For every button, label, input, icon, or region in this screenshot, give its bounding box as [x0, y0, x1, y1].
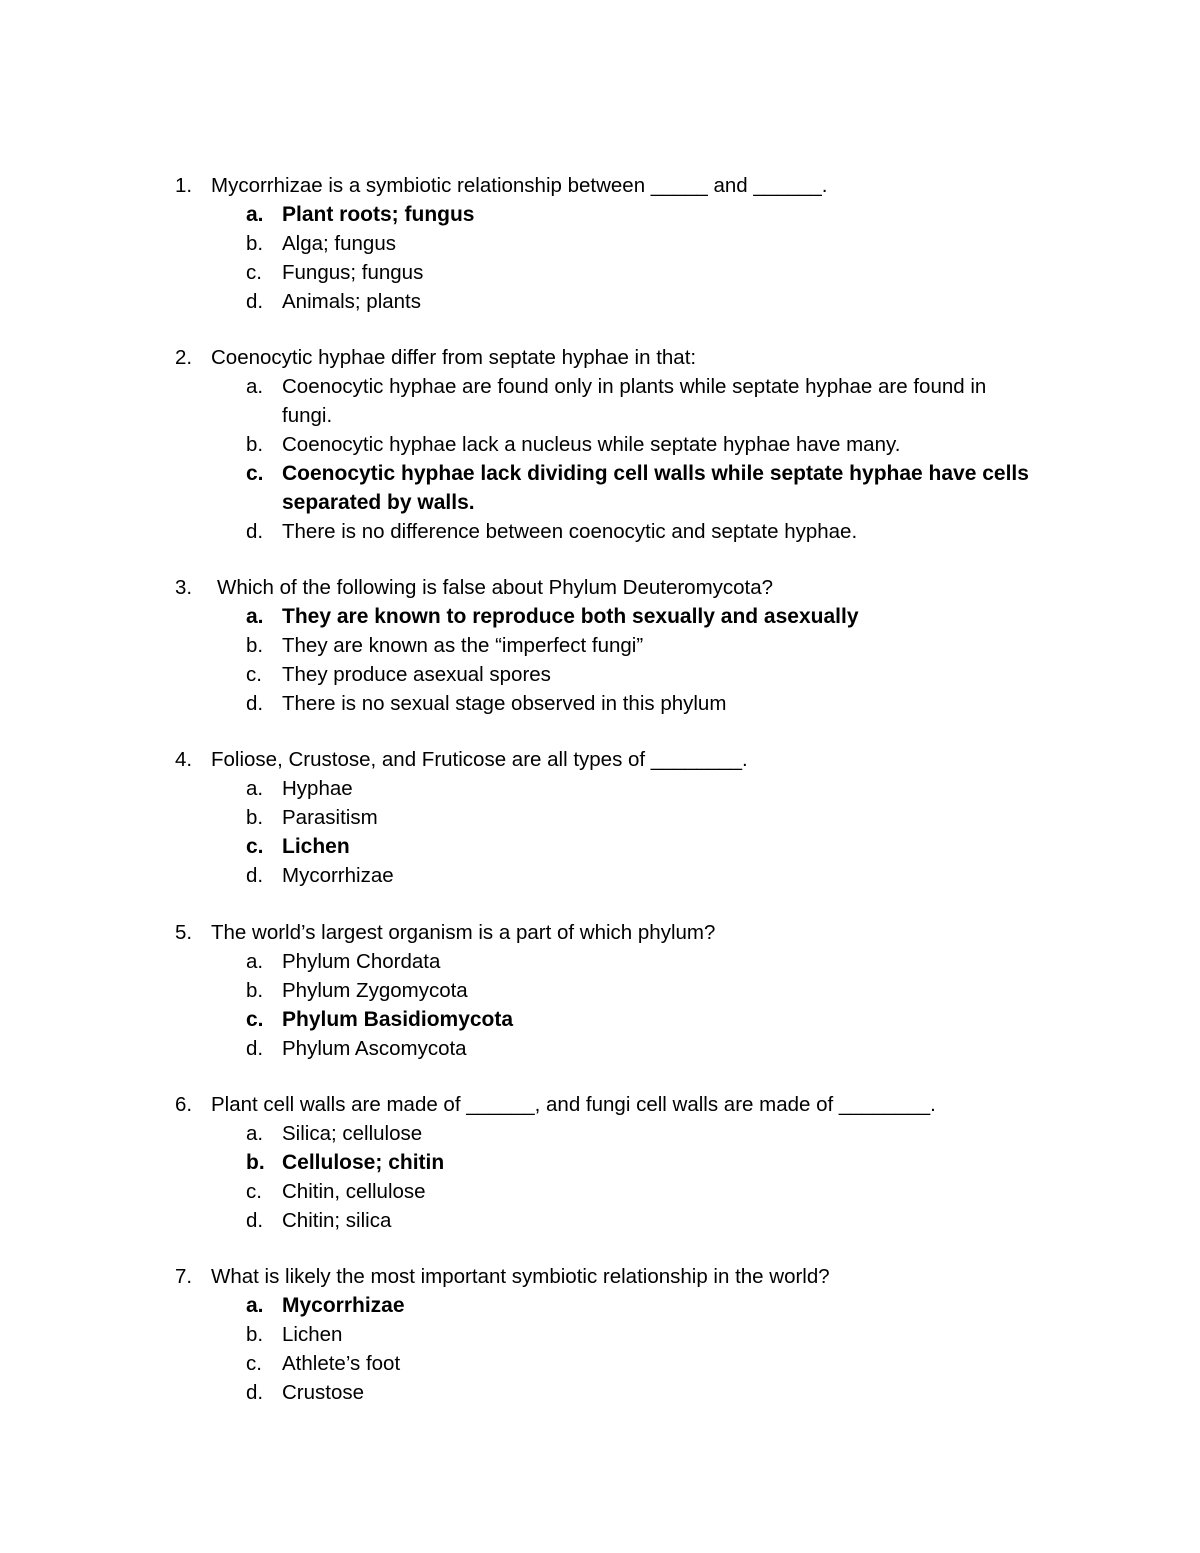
option-letter: d. [246, 1209, 264, 1232]
option-letter: a. [246, 1122, 264, 1145]
option-letter: d. [246, 1381, 264, 1404]
answer-option-correct [0, 832, 1200, 861]
option-text: There is no sexual stage observed in this phylum [282, 692, 727, 715]
option-letter: c. [246, 663, 262, 686]
question-number: 2. [175, 346, 193, 369]
answer-option [0, 287, 1200, 316]
question-line [0, 343, 1200, 372]
question-1 [0, 171, 1200, 316]
option-text: Hyphae [282, 777, 353, 800]
option-letter: d. [246, 520, 264, 543]
option-text: Parasitism [282, 806, 378, 829]
option-text: Phylum Zygomycota [282, 979, 468, 1002]
question-line [0, 573, 1200, 602]
question-number: 4. [175, 748, 193, 771]
option-letter: c. [246, 462, 264, 485]
answer-option [0, 1349, 1200, 1378]
option-text: Phylum Ascomycota [282, 1037, 467, 1060]
option-text: Plant roots; fungus [282, 203, 475, 226]
option-text: Silica; cellulose [282, 1122, 423, 1145]
option-letter: a. [246, 375, 264, 398]
question-text: What is likely the most important symbiotic relationship in the world? [211, 1265, 830, 1288]
answer-option [0, 861, 1200, 890]
answer-option [0, 1206, 1200, 1235]
answer-option-correct [0, 1291, 1200, 1320]
option-letter: d. [246, 290, 264, 313]
option-letter: a. [246, 605, 264, 628]
question-2 [0, 343, 1200, 546]
answer-option-correct [0, 602, 1200, 631]
option-letter: a. [246, 777, 264, 800]
question-number: 7. [175, 1265, 193, 1288]
option-text: Phylum Basidiomycota [282, 1008, 514, 1031]
option-text: Alga; fungus [282, 232, 396, 255]
question-line [0, 1262, 1200, 1291]
option-text: Lichen [282, 835, 350, 858]
question-3 [0, 573, 1200, 718]
option-letter: b. [246, 433, 264, 456]
option-text: There is no difference between coenocytic and septate hyphae. [282, 520, 858, 543]
option-letter: c. [246, 1352, 262, 1375]
question-number: 6. [175, 1093, 193, 1116]
option-text: Chitin; silica [282, 1209, 392, 1232]
option-letter: c. [246, 1008, 264, 1031]
option-text: Coenocytic hyphae lack dividing cell walls while septate hyphae have cells separated by walls. [282, 462, 1029, 514]
question-line [0, 918, 1200, 947]
question-line [0, 745, 1200, 774]
option-text: Crustose [282, 1381, 365, 1404]
answer-option [0, 372, 1200, 430]
option-text: Mycorrhizae [282, 864, 394, 887]
answer-option [0, 430, 1200, 459]
question-text: Which of the following is false about Phylum Deuteromycota? [217, 576, 774, 599]
option-letter: b. [246, 634, 264, 657]
answer-option [0, 947, 1200, 976]
answer-option [0, 229, 1200, 258]
option-letter: d. [246, 1037, 264, 1060]
option-letter: a. [246, 203, 264, 226]
option-text: They produce asexual spores [282, 663, 551, 686]
question-number: 3. [175, 576, 193, 599]
option-letter: c. [246, 261, 262, 284]
answer-option-correct [0, 1148, 1200, 1177]
option-text: Cellulose; chitin [282, 1151, 445, 1174]
option-text: Coenocytic hyphae lack a nucleus while septate hyphae have many. [282, 433, 901, 456]
answer-option-correct [0, 459, 1200, 517]
option-letter: d. [246, 692, 264, 715]
option-text: They are known as the “imperfect fungi” [282, 634, 644, 657]
question-line [0, 1090, 1200, 1119]
question-text: Foliose, Crustose, and Fruticose are all types of ________. [211, 748, 748, 771]
answer-option-correct [0, 1005, 1200, 1034]
option-text: Lichen [282, 1323, 343, 1346]
question-number: 1. [175, 174, 193, 197]
question-line [0, 171, 1200, 200]
answer-option [0, 1177, 1200, 1206]
answer-option [0, 803, 1200, 832]
option-text: They are known to reproduce both sexually and asexually [282, 605, 859, 628]
question-number: 5. [175, 921, 193, 944]
option-letter: b. [246, 232, 264, 255]
answer-option [0, 1320, 1200, 1349]
answer-option [0, 258, 1200, 287]
answer-option-correct [0, 200, 1200, 229]
answer-option [0, 1119, 1200, 1148]
option-letter: a. [246, 950, 264, 973]
option-letter: b. [246, 1151, 265, 1174]
option-text: Animals; plants [282, 290, 422, 313]
option-text: Mycorrhizae [282, 1294, 405, 1317]
answer-option [0, 1034, 1200, 1063]
option-letter: b. [246, 979, 264, 1002]
option-letter: c. [246, 1180, 262, 1203]
question-4 [0, 745, 1200, 890]
answer-option [0, 774, 1200, 803]
option-letter: c. [246, 835, 264, 858]
answer-option [0, 631, 1200, 660]
question-text: Plant cell walls are made of ______, and fungi cell walls are made of ________. [211, 1093, 936, 1116]
question-5 [0, 918, 1200, 1063]
answer-option [0, 660, 1200, 689]
answer-option [0, 1378, 1200, 1407]
option-letter: a. [246, 1294, 264, 1317]
option-text: Chitin, cellulose [282, 1180, 426, 1203]
question-6 [0, 1090, 1200, 1235]
option-text: Athlete’s foot [282, 1352, 401, 1375]
answer-option [0, 976, 1200, 1005]
question-text: Mycorrhizae is a symbiotic relationship between _____ and ______. [211, 174, 828, 197]
question-text: Coenocytic hyphae differ from septate hyphae in that: [211, 346, 697, 369]
answer-option [0, 689, 1200, 718]
question-text: The world’s largest organism is a part of which phylum? [211, 921, 716, 944]
option-letter: d. [246, 864, 264, 887]
question-7 [0, 1262, 1200, 1407]
option-letter: b. [246, 1323, 264, 1346]
option-text: Phylum Chordata [282, 950, 441, 973]
option-text: Coenocytic hyphae are found only in plants while septate hyphae are found in fungi. [282, 375, 987, 427]
option-letter: b. [246, 806, 264, 829]
option-text: Fungus; fungus [282, 261, 424, 284]
answer-option [0, 517, 1200, 546]
